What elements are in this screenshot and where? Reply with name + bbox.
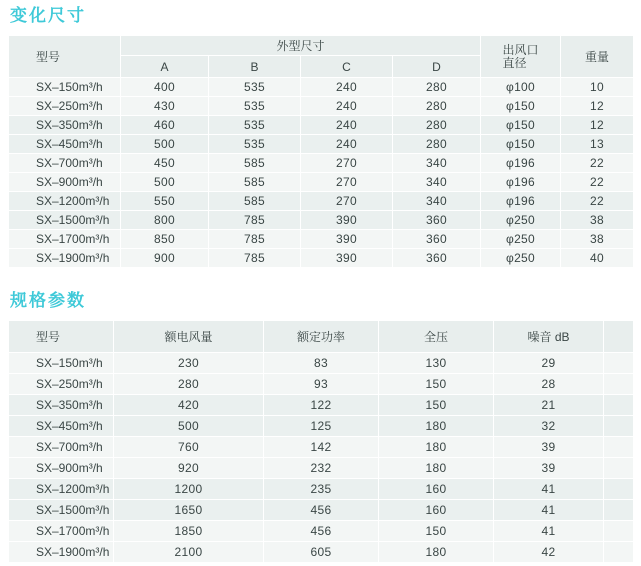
model-cell: SX–900m³/h	[9, 173, 121, 192]
value-cell: 235	[264, 479, 379, 500]
table-row	[9, 500, 634, 521]
value-cell: 21	[494, 395, 604, 416]
value-cell: 150	[379, 395, 494, 416]
value-cell: 41	[494, 479, 604, 500]
empty-cell	[604, 416, 634, 437]
value-cell: 42	[494, 542, 604, 563]
specs-table-header	[9, 321, 634, 353]
value-cell: 122	[264, 395, 379, 416]
value-cell: 360	[393, 211, 481, 230]
column-group-outer-dimensions: 外型尺寸	[121, 36, 481, 56]
value-cell: 500	[114, 416, 264, 437]
value-cell: 390	[301, 230, 393, 249]
table-row	[9, 116, 634, 135]
value-cell: 500	[121, 135, 209, 154]
value-cell: 240	[301, 97, 393, 116]
model-cell: SX–1500m³/h	[9, 500, 114, 521]
value-cell: 150	[379, 521, 494, 542]
table-row	[9, 192, 634, 211]
model-cell: SX–1200m³/h	[9, 479, 114, 500]
value-cell: 10	[561, 78, 634, 97]
value-cell: 550	[121, 192, 209, 211]
empty-cell	[604, 395, 634, 416]
model-cell: SX–1900m³/h	[9, 249, 121, 268]
column-header-empty	[604, 321, 634, 353]
value-cell: 785	[209, 211, 301, 230]
value-cell: 535	[209, 78, 301, 97]
table-row	[9, 458, 634, 479]
model-cell: SX–1200m³/h	[9, 192, 121, 211]
value-cell: 93	[264, 374, 379, 395]
value-cell: φ150	[481, 135, 561, 154]
value-cell: 400	[121, 78, 209, 97]
value-cell: 180	[379, 437, 494, 458]
value-cell: 270	[301, 173, 393, 192]
value-cell: 430	[121, 97, 209, 116]
value-cell: 280	[393, 97, 481, 116]
value-cell: 460	[121, 116, 209, 135]
section-title-specs: 规格参数	[10, 291, 86, 310]
specs-table-body	[9, 353, 634, 563]
empty-cell	[604, 500, 634, 521]
column-header-model: 型号	[9, 36, 121, 78]
value-cell: 585	[209, 173, 301, 192]
table-row	[9, 173, 634, 192]
value-cell: 535	[209, 135, 301, 154]
value-cell: 605	[264, 542, 379, 563]
value-cell: 12	[561, 97, 634, 116]
value-cell: 456	[264, 500, 379, 521]
empty-cell	[604, 521, 634, 542]
column-header-outlet-diameter	[481, 36, 561, 78]
value-cell: 40	[561, 249, 634, 268]
value-cell: 450	[121, 154, 209, 173]
table-row	[9, 542, 634, 563]
value-cell: 180	[379, 458, 494, 479]
model-cell: SX–150m³/h	[9, 353, 114, 374]
value-cell: 22	[561, 192, 634, 211]
value-cell: 83	[264, 353, 379, 374]
dimensions-table-header	[9, 36, 634, 78]
value-cell: 39	[494, 458, 604, 479]
value-cell: 2100	[114, 542, 264, 563]
value-cell: 270	[301, 192, 393, 211]
value-cell: 150	[379, 374, 494, 395]
empty-cell	[604, 353, 634, 374]
value-cell: 535	[209, 97, 301, 116]
value-cell: 920	[114, 458, 264, 479]
value-cell: 38	[561, 230, 634, 249]
value-cell: 535	[209, 116, 301, 135]
value-cell: φ150	[481, 97, 561, 116]
value-cell: φ196	[481, 154, 561, 173]
value-cell: 456	[264, 521, 379, 542]
table-row	[9, 416, 634, 437]
value-cell: 500	[121, 173, 209, 192]
column-header-rated-air-volume: 额电风量	[114, 321, 264, 353]
column-header-rated-power: 额定功率	[264, 321, 379, 353]
value-cell: 230	[114, 353, 264, 374]
value-cell: 760	[114, 437, 264, 458]
table-row	[9, 135, 634, 154]
table-row	[9, 479, 634, 500]
table-row	[9, 249, 634, 268]
value-cell: 125	[264, 416, 379, 437]
value-cell: 232	[264, 458, 379, 479]
value-cell: 360	[393, 230, 481, 249]
value-cell: 280	[393, 116, 481, 135]
value-cell: 420	[114, 395, 264, 416]
value-cell: 160	[379, 500, 494, 521]
model-cell: SX–700m³/h	[9, 154, 121, 173]
table-row	[9, 97, 634, 116]
value-cell: 1850	[114, 521, 264, 542]
value-cell: 142	[264, 437, 379, 458]
value-cell: 585	[209, 192, 301, 211]
value-cell: 29	[494, 353, 604, 374]
model-cell: SX–450m³/h	[9, 135, 121, 154]
value-cell: φ250	[481, 249, 561, 268]
value-cell: φ250	[481, 211, 561, 230]
value-cell: 41	[494, 521, 604, 542]
value-cell: 785	[209, 249, 301, 268]
value-cell: 22	[561, 154, 634, 173]
column-header-model: 型号	[9, 321, 114, 353]
model-cell: SX–900m³/h	[9, 458, 114, 479]
column-header-weight: 重量	[561, 36, 634, 78]
outlet-label-line2: 直径	[502, 55, 527, 70]
column-header-dim-c: C	[301, 56, 393, 78]
value-cell: 13	[561, 135, 634, 154]
value-cell: 340	[393, 192, 481, 211]
value-cell: 180	[379, 416, 494, 437]
model-cell: SX–1700m³/h	[9, 230, 121, 249]
value-cell: 12	[561, 116, 634, 135]
value-cell: 340	[393, 154, 481, 173]
table-row	[9, 230, 634, 249]
model-cell: SX–1900m³/h	[9, 542, 114, 563]
column-header-dim-d: D	[393, 56, 481, 78]
section-title-dimensions: 变化尺寸	[10, 6, 86, 25]
model-cell: SX–350m³/h	[9, 116, 121, 135]
value-cell: 180	[379, 542, 494, 563]
value-cell: 390	[301, 211, 393, 230]
model-cell: SX–350m³/h	[9, 395, 114, 416]
table-row	[9, 437, 634, 458]
value-cell: 340	[393, 173, 481, 192]
value-cell: 900	[121, 249, 209, 268]
model-cell: SX–250m³/h	[9, 97, 121, 116]
table-row	[9, 353, 634, 374]
model-cell: SX–1700m³/h	[9, 521, 114, 542]
dimensions-table	[8, 35, 634, 268]
table-row	[9, 154, 634, 173]
table-row	[9, 374, 634, 395]
value-cell: 270	[301, 154, 393, 173]
model-cell: SX–450m³/h	[9, 416, 114, 437]
dimensions-table-body	[9, 78, 634, 268]
value-cell: φ196	[481, 192, 561, 211]
value-cell: 360	[393, 249, 481, 268]
column-header-dim-b: B	[209, 56, 301, 78]
value-cell: 32	[494, 416, 604, 437]
column-header-total-pressure: 全压	[379, 321, 494, 353]
value-cell: 41	[494, 500, 604, 521]
value-cell: 1650	[114, 500, 264, 521]
value-cell: 240	[301, 78, 393, 97]
value-cell: 28	[494, 374, 604, 395]
empty-cell	[604, 542, 634, 563]
value-cell: 280	[393, 135, 481, 154]
table-row	[9, 395, 634, 416]
empty-cell	[604, 479, 634, 500]
column-header-noise: 噪音 dB	[494, 321, 604, 353]
value-cell: 850	[121, 230, 209, 249]
column-header-dim-a: A	[121, 56, 209, 78]
model-cell: SX–1500m³/h	[9, 211, 121, 230]
value-cell: 390	[301, 249, 393, 268]
empty-cell	[604, 374, 634, 395]
value-cell: φ250	[481, 230, 561, 249]
model-cell: SX–150m³/h	[9, 78, 121, 97]
value-cell: φ100	[481, 78, 561, 97]
model-cell: SX–700m³/h	[9, 437, 114, 458]
value-cell: 38	[561, 211, 634, 230]
value-cell: 130	[379, 353, 494, 374]
value-cell: φ196	[481, 173, 561, 192]
model-cell: SX–250m³/h	[9, 374, 114, 395]
empty-cell	[604, 437, 634, 458]
value-cell: 585	[209, 154, 301, 173]
value-cell: 39	[494, 437, 604, 458]
outlet-label-line1: 出风口	[502, 42, 539, 57]
value-cell: 1200	[114, 479, 264, 500]
table-row	[9, 78, 634, 97]
value-cell: φ150	[481, 116, 561, 135]
value-cell: 800	[121, 211, 209, 230]
value-cell: 22	[561, 173, 634, 192]
table-row	[9, 211, 634, 230]
specs-table	[8, 320, 634, 563]
value-cell: 160	[379, 479, 494, 500]
value-cell: 280	[114, 374, 264, 395]
value-cell: 785	[209, 230, 301, 249]
value-cell: 240	[301, 116, 393, 135]
table-row	[9, 521, 634, 542]
value-cell: 240	[301, 135, 393, 154]
empty-cell	[604, 458, 634, 479]
value-cell: 280	[393, 78, 481, 97]
